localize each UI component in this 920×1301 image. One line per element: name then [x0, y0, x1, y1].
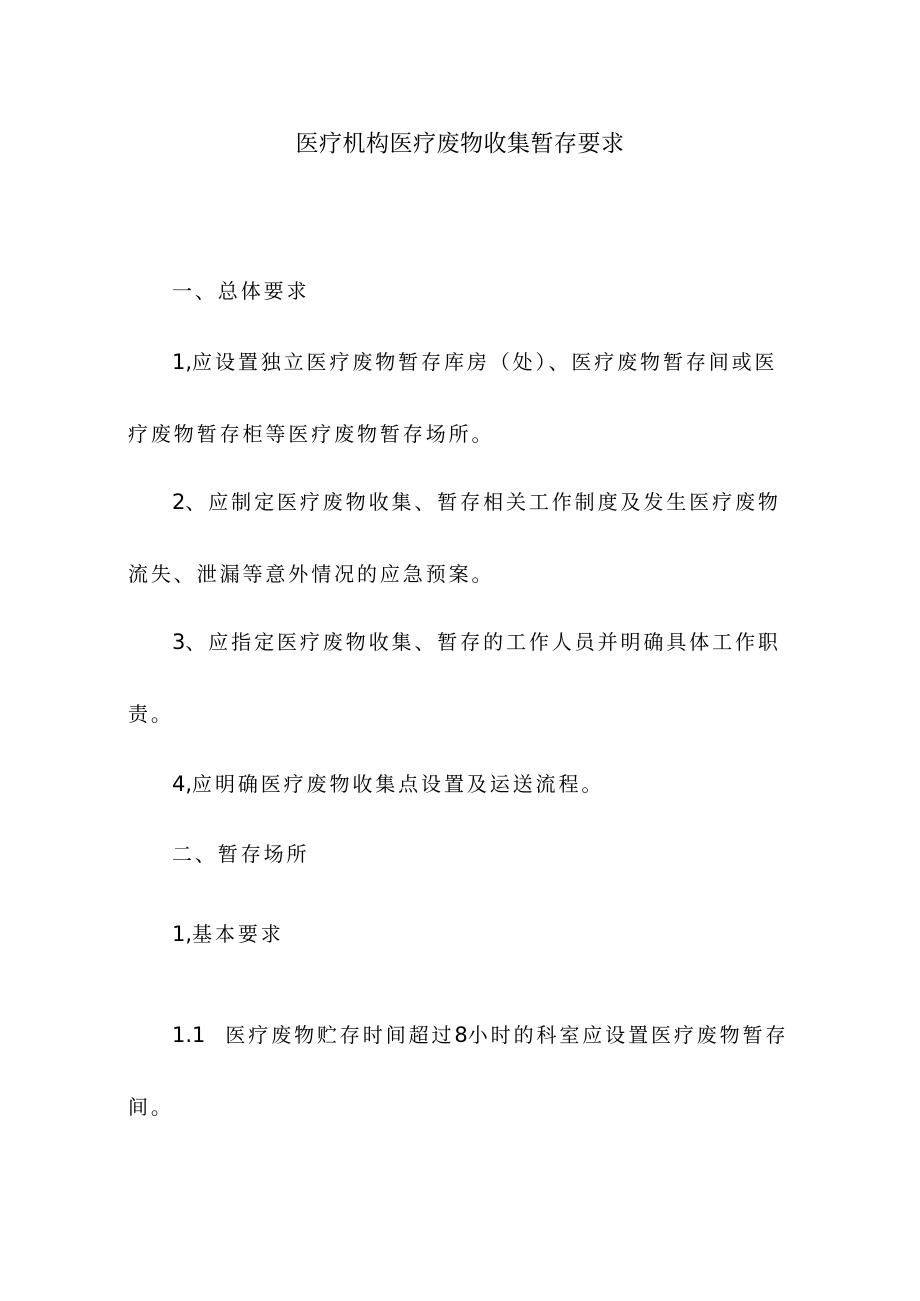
paragraph-item-2	[128, 466, 798, 610]
paragraph-item-1-1	[128, 999, 798, 1143]
item-number: 1,	[172, 350, 193, 374]
paragraph-text: 基本要求	[192, 922, 284, 946]
paragraph-text: 二、暂存场所	[172, 842, 310, 866]
item-number: 1.1	[172, 1023, 206, 1047]
paragraph-item-4	[128, 748, 798, 820]
paragraph-text: 、应制定医疗废物收集、暂存相关工作制度及发生医疗废物流失、泄漏等意外情况的应急预案。	[128, 490, 781, 586]
document-title: 医疗机构医疗废物收集暂存要求	[295, 131, 625, 157]
item-number: 3	[172, 630, 186, 654]
paragraph-text: 应设置独立医疗废物暂存库房（处）、医疗废物暂存间或医疗废物暂存柜等医疗废物暂存场所。	[128, 350, 778, 446]
subsection-heading-basic	[128, 898, 798, 970]
paragraph-text: 一、总体要求	[172, 279, 310, 303]
item-number: 2	[172, 490, 186, 514]
paragraph-text: 医疗废物贮存时间超过	[225, 1023, 455, 1047]
section-heading-storage	[128, 818, 798, 890]
inline-number: 8	[454, 1023, 468, 1047]
section-heading-general	[128, 255, 798, 327]
paragraph-item-3	[128, 606, 798, 750]
paragraph-item-1	[128, 326, 798, 470]
paragraph-text: 应明确医疗废物收集点设置及运送流程。	[192, 772, 605, 796]
item-number: 4,	[172, 772, 193, 796]
paragraph-text: 小时的科室应设置医疗废物暂存间。	[128, 1023, 789, 1119]
item-number: 1,	[172, 922, 193, 946]
paragraph-text: 、应指定医疗废物收集、暂存的工作人员并明确具体工作职责。	[128, 630, 781, 726]
